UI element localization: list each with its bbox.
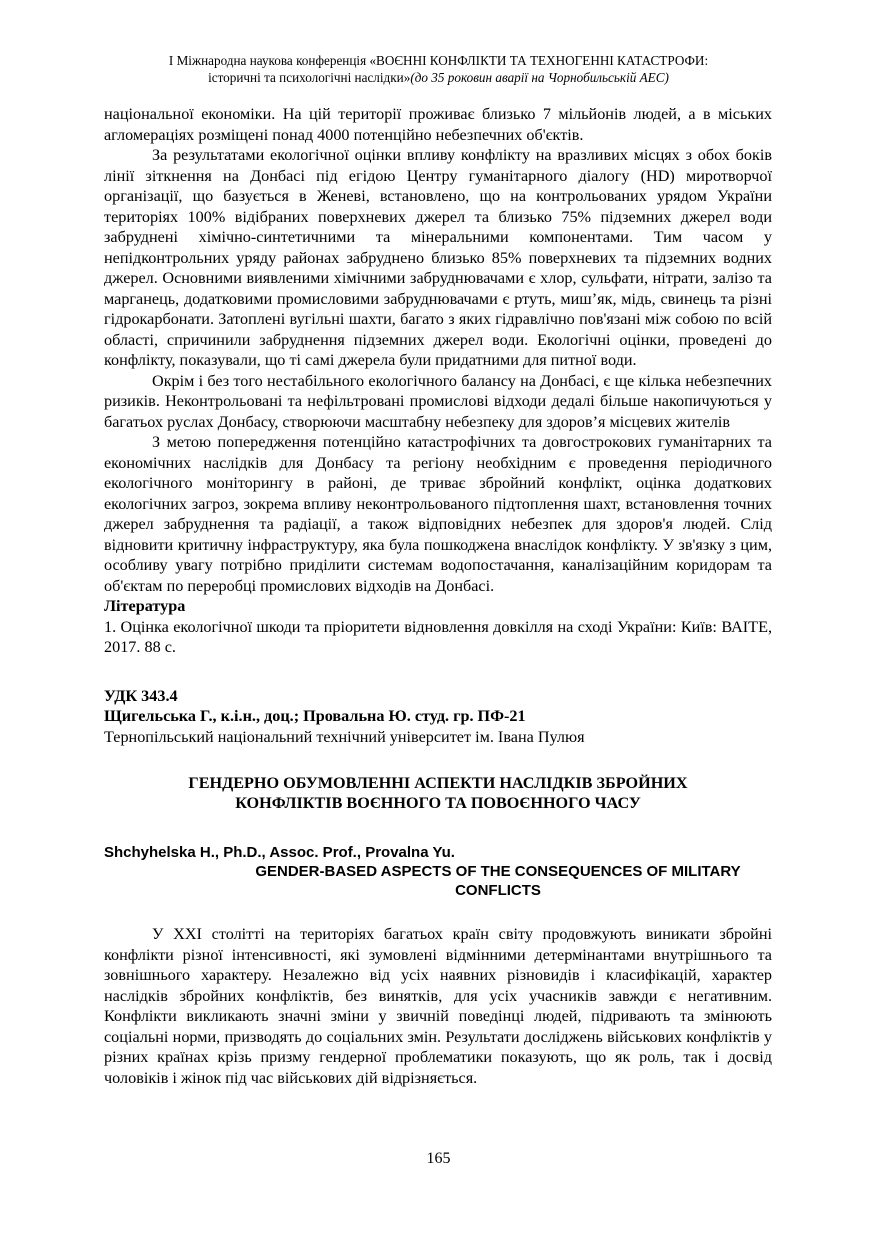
page-number: 165 <box>426 1150 451 1167</box>
header-line-1: I Міжнародна наукова конференція «ВОЄННІ КОНФЛІКТИ ТА ТЕХНОГЕННІ КАТАСТРОФИ: <box>168 53 709 68</box>
running-header <box>100 52 777 86</box>
paragraph: національної економіки. На цій території проживає близько 7 мільйонів людей, а в міських агломераціях розміщені понад 4000 потенційно небезпечних об'єктів. <box>104 105 772 144</box>
article-title-en-line-1: GENDER-BASED ASPECTS OF THE CONSEQUENCES OF MILITARY <box>255 863 741 880</box>
udc-code: УДК 343.4 <box>104 686 178 705</box>
paragraph: З метою попередження потенційно катастрофічних та довгострокових гуманітарних та економічних наслідків для Донбасу та регіону необхідним є проведення періодичного екологічного моніторингу в районі, де триває збройний конфлікт, оцінка додаткових екологічних загроз, зокрема впливу неконтрольованого підтоплення шахт, встановлення точних джерел забруднення та радіації, а також відповідних небезпек для здоров'я людей. Слід відновити критичну інфраструктуру, яка була пошкоджена внаслідок конфлікту. У зв'язку з цим, особливу увагу потрібно приділити системам водопостачання, каналізаційним коридорам та об'єктам по переробці промислових відходів на Донбасі. <box>104 433 772 595</box>
authors-ua: Щигельська Г., к.і.н., доц.; Провальна Ю. студ. гр. ПФ-21 <box>104 707 526 725</box>
article-title-ua-line-1: ГЕНДЕРНО ОБУМОВЛЕННІ АСПЕКТИ НАСЛІДКІВ ЗБРОЙНИХ <box>188 774 688 792</box>
references-heading: Література <box>104 597 186 615</box>
intro-paragraph: У XXI столітті на територіях багатьох країн світу продовжують виникати збройні конфлікти різної інтенсивності, які зумовлені відмінними детермінантами внутрішнього та зовнішнього характеру. Незалежно від усіх наявних різновидів і класифікацій, характер наслідків збройних конфліктів, без винятків, для усіх учасників завжди є негативним. Конфлікти викликають значні зміни у звичній поведінці людей, підривають та змінюють соціальні норми, призводять до соціальних змін. Результати досліджень військових конфліктів у різних країнах крізь призму гендерної проблематики показують, що як роль, так і досвід чоловіків і жінок під час військових дій відрізняється. <box>104 925 772 1087</box>
paragraph: Окрім і без того нестабільного екологічного балансу на Донбасі, є ще кілька небезпечних ризиків. Неконтрольовані та нефільтровані промислові відходи дедалі більше накопичуються у багатьох руслах Донбасу, створюючи масштабну небезпеку для здоров’я місцевих жителів <box>104 371 772 431</box>
paragraph: За результатами екологічної оцінки впливу конфлікту на вразливих місцях з обох боків лінії зіткнення на Донбасі під егідою Центру гуманітарного діалогу (HD) миротворчої організації, що базується в Женеві, встановлено, що на контрольованих урядом України територіях 100% відібраних поверхневих джерел та близько 75% підземних джерел води забруднені хімічно-синтетичними та мінеральними компонентами. Тим часом у непідконтрольних уряду районах забруднено близько 85% поверхневих та підземних водних джерел. Основними виявленими хімічними забруднювачами є хлор, сульфати, нітрати, залізо та марганець, додатковими промисловими забруднювачами є ртуть, миш’як, мідь, свинець та різні гідрокарбонати. Затоплені вугільні шахти, багато з яких гідравлічно пов'язані між собою по всій області, спричинили забруднення підземних джерел води. Екологічні оцінки, проведені до конфлікту, показували, що ті самі джерела були придатними для питної води. <box>104 146 772 369</box>
article-title-ua-line-2: КОНФЛІКТІВ ВОЄННОГО ТА ПОВОЄННОГО ЧАСУ <box>235 794 641 812</box>
authors-en: Shchyhelska H., Ph.D., Assoc. Prof., Provalna Yu. <box>104 844 455 861</box>
header-line-2 <box>100 69 777 86</box>
affiliation: Тернопільський національний технічний університет ім. Івана Пулюя <box>104 727 585 746</box>
main-text <box>104 104 772 1088</box>
header-line-2-plain: історичні та психологічні наслідки» <box>208 70 411 85</box>
header-line-2-italic: (до 35 роковин аварії на Чорнобильській АЕС) <box>410 70 669 85</box>
article-title-en-line-2: CONFLICTS <box>455 882 541 899</box>
reference-item: 1. Оцінка екологічної шкоди та пріоритети відновлення довкілля на сході України: Київ: ВАІТЕ, 2017. 88 с. <box>104 617 772 656</box>
